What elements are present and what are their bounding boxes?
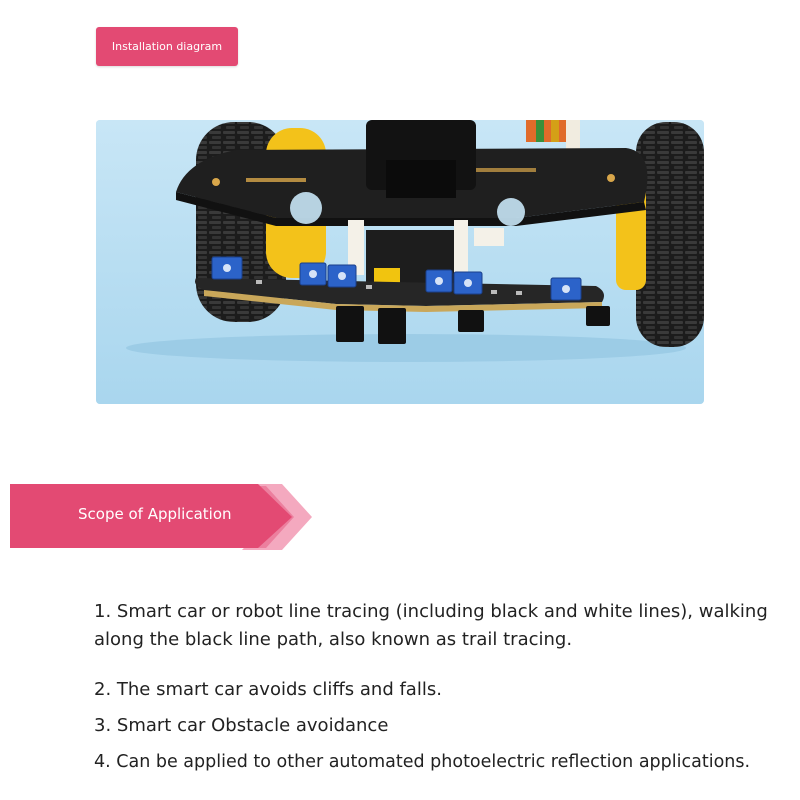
right-wheel bbox=[636, 122, 704, 347]
scope-of-application-banner bbox=[10, 484, 315, 550]
scope-of-application-label: Scope of Application bbox=[78, 505, 232, 523]
application-item: 2. The smart car avoids cliffs and falls. bbox=[94, 679, 442, 700]
chassis-hole bbox=[290, 192, 322, 224]
application-item: 3. Smart car Obstacle avoidance bbox=[94, 715, 389, 736]
installation-diagram-tag bbox=[96, 27, 238, 66]
smart-car-illustration bbox=[96, 120, 704, 404]
application-item: 1. Smart car or robot line tracing (including black and white lines), walking along the black line path, also known as trail tracing. bbox=[94, 601, 768, 650]
standoff-right bbox=[454, 220, 468, 275]
installation-diagram-label: Installation diagram bbox=[111, 40, 223, 53]
product-photo bbox=[96, 120, 704, 404]
applications-list bbox=[94, 598, 784, 776]
application-item: 4. Can be applied to other automated photoelectric reflection applications. bbox=[94, 752, 751, 772]
